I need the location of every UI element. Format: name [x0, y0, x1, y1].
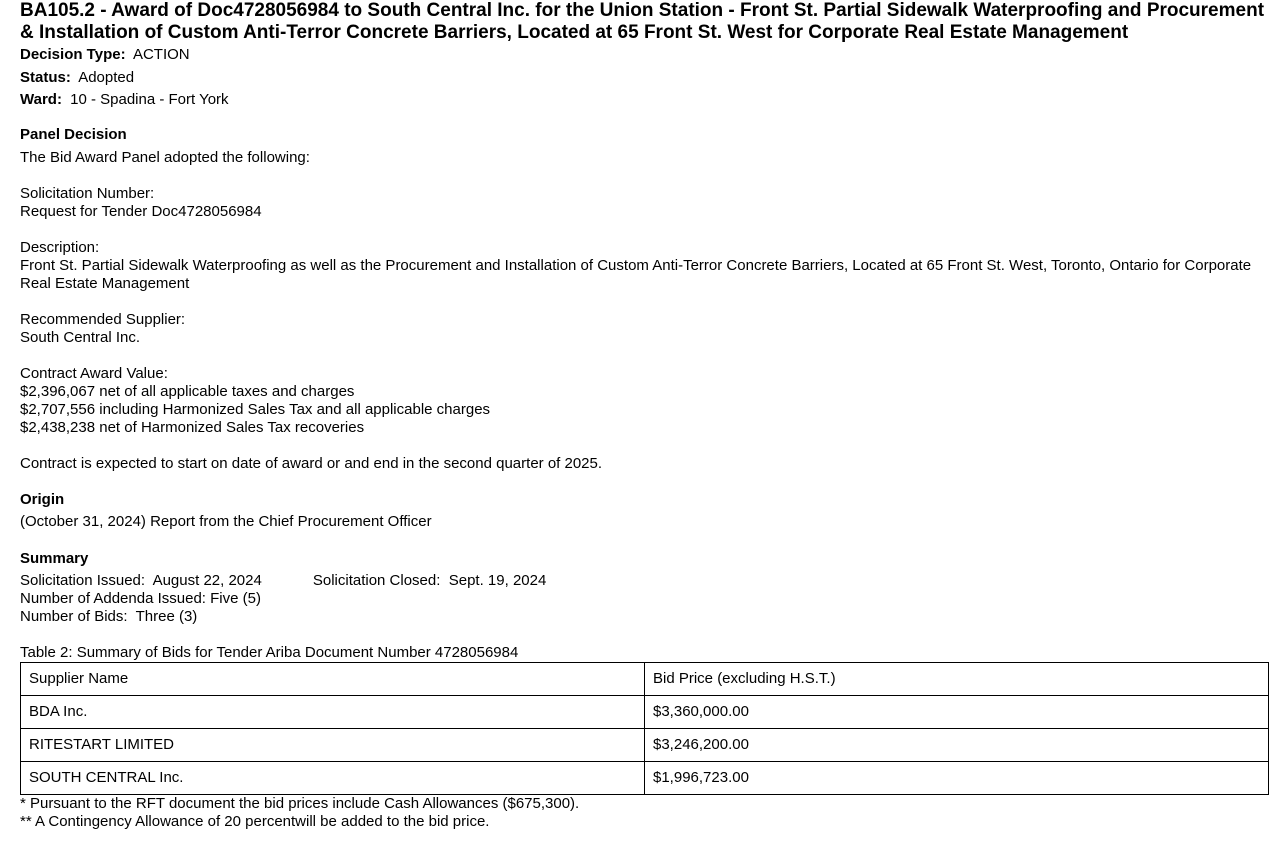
decision-type-value: ACTION	[132, 46, 190, 63]
table-caption: Table 2: Summary of Bids for Tender Ariba Document Number 4728056984	[20, 643, 519, 661]
description-label: Description:	[20, 238, 100, 256]
origin-text: (October 31, 2024) Report from the Chief Procurement Officer	[20, 512, 432, 530]
ward-row	[20, 89, 1268, 112]
award-line: $2,396,067 net of all applicable taxes and charges	[20, 382, 355, 400]
header-bid-price: Bid Price (excluding H.S.T.)	[645, 662, 1269, 695]
ward-value: 10 - Spadina - Fort York	[70, 91, 229, 108]
panel-decision-heading: Panel Decision	[20, 125, 127, 143]
supplier-cell: BDA Inc.	[21, 695, 645, 728]
contract-note: Contract is expected to start on date of award or and end in the second quarter of 2025.	[20, 454, 603, 472]
decision-type-row	[20, 44, 1268, 67]
table-row	[21, 728, 1269, 761]
table-row	[21, 695, 1269, 728]
bid-price-cell: $3,246,200.00	[645, 728, 1269, 761]
description-value: Front St. Partial Sidewalk Waterproofing as well as the Procurement and Installation of Custom Anti-Terror Concrete Barriers, Located at 65 Front St. West, Toronto, Ontario for Corporate Real Estate Management	[20, 256, 1252, 292]
solicitation-value: Request for Tender Doc4728056984	[20, 202, 262, 220]
header-supplier-name: Supplier Name	[21, 662, 645, 695]
solicitation-dates-row	[20, 572, 1268, 590]
solicitation-label: Solicitation Number:	[20, 184, 155, 202]
footnote-cash-allowance: * Pursuant to the RFT document the bid prices include Cash Allowances ($675,300).	[20, 794, 580, 812]
bid-price-cell: $1,996,723.00	[645, 761, 1269, 794]
footnote-contingency: ** A Contingency Allowance of 20 percentwill be added to the bid price.	[20, 812, 490, 830]
bids-count: Number of Bids: Three (3)	[20, 607, 198, 625]
origin-heading: Origin	[20, 490, 65, 508]
bids-table	[20, 662, 1269, 795]
panel-decision-intro: The Bid Award Panel adopted the following:	[20, 148, 310, 166]
award-label: Contract Award Value:	[20, 364, 168, 382]
decision-type-label: Decision Type:	[20, 46, 126, 63]
page-title: BA105.2 - Award of Doc4728056984 to South Central Inc. for the Union Station - Front St. Partial Sidewalk Waterproofing and Procurement & Installation of Custom Anti-Terror Concrete Barriers, Located at 65 Front St. West for Corporate Real Estate Management	[20, 0, 1265, 43]
addenda-count: Number of Addenda Issued: Five (5)	[20, 589, 261, 607]
supplier-cell: RITESTART LIMITED	[21, 728, 645, 761]
summary-heading: Summary	[20, 549, 89, 567]
bid-price-cell: $3,360,000.00	[645, 695, 1269, 728]
status-row	[20, 67, 1268, 90]
supplier-label: Recommended Supplier:	[20, 310, 186, 328]
award-line: $2,707,556 including Harmonized Sales Tax and all applicable charges	[20, 400, 491, 418]
status-value: Adopted	[78, 68, 135, 86]
table-row	[21, 761, 1269, 794]
solicitation-closed: Solicitation Closed: Sept. 19, 2024	[312, 571, 547, 589]
supplier-value: South Central Inc.	[20, 328, 141, 346]
table-header-row	[21, 662, 1269, 695]
solicitation-issued: Solicitation Issued: August 22, 2024	[20, 571, 262, 589]
award-line: $2,438,238 net of Harmonized Sales Tax recoveries	[20, 418, 365, 436]
status-label: Status:	[20, 68, 71, 86]
ward-label: Ward:	[20, 91, 62, 108]
supplier-cell: SOUTH CENTRAL Inc.	[21, 761, 645, 794]
